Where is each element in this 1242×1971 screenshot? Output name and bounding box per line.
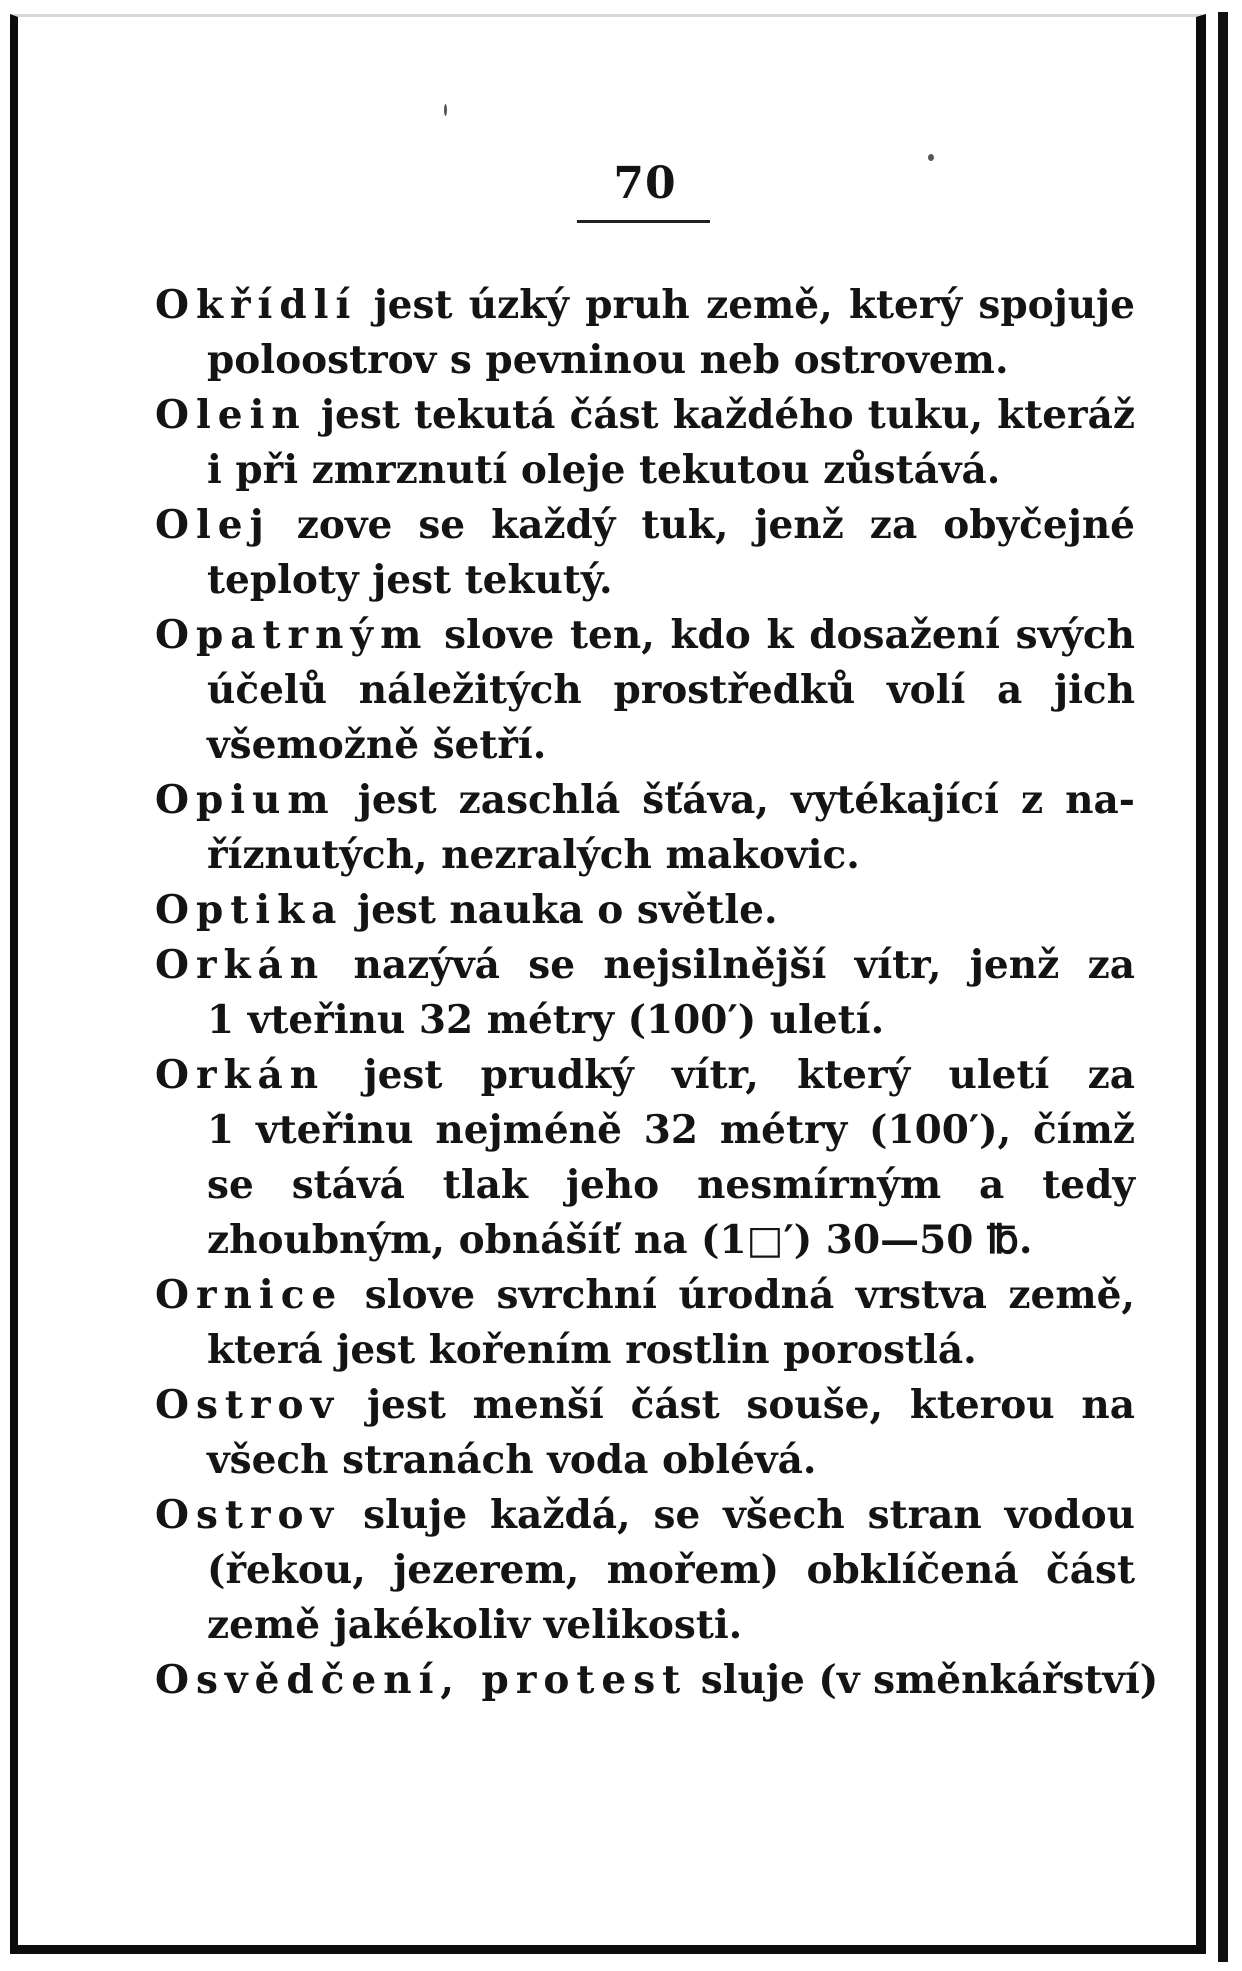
entry-line — [155, 1378, 1135, 1433]
entry-text: všech stranách voda oblévá. — [207, 1437, 817, 1483]
entry-line — [155, 1213, 1135, 1268]
entry-line — [155, 993, 1135, 1048]
entry-line — [155, 1103, 1135, 1158]
entry-text: jest nauka o světle. — [343, 887, 778, 933]
entry-text: říznutých, nezralých makovic. — [207, 832, 860, 878]
entry-text: jest prudký vítr, který uletí za — [325, 1052, 1135, 1098]
entry-line — [155, 498, 1135, 553]
entry-line — [155, 663, 1135, 718]
entry-text: (řekou, jezerem, mořem) obklíčená část — [207, 1547, 1135, 1593]
entry-line — [155, 1048, 1135, 1103]
entry-term: Orkán — [155, 1052, 326, 1098]
entry-text: 1 vteřinu nejméně 32 métry (100′), čímž — [207, 1107, 1135, 1153]
entry-text: všemožně šetří. — [207, 722, 547, 768]
entry-text: i při zmrznutí oleje tekutou zůstává. — [207, 447, 1001, 493]
entry-term: Opatrným — [155, 612, 429, 658]
entry-text: účelů náležitých prostředků volí a jich — [207, 667, 1135, 713]
entry-term: Orkán — [155, 942, 326, 988]
entry-line — [155, 1433, 1135, 1488]
entry-text: slove svrchní úrodná vrstva země, — [343, 1272, 1135, 1318]
entry-line — [155, 1598, 1135, 1653]
print-speck — [444, 104, 447, 116]
page-edge — [1218, 12, 1228, 1962]
entry-text: zhoubným, obnášíť na (1□′) 30—50 ℔. — [207, 1217, 1033, 1263]
entry-line — [155, 883, 1135, 938]
entry-term: Ostrov — [155, 1382, 341, 1428]
entry-text: 1 vteřinu 32 métry (100′) uletí. — [207, 997, 885, 1043]
entry-text: zove se každý tuk, jenž za obyčejné — [270, 502, 1135, 548]
entry-text: nazývá se nejsilnější vítr, jenž za — [325, 942, 1135, 988]
dictionary-entries — [155, 278, 1159, 1708]
entry-text: která jest kořením rostlin porostlá. — [207, 1327, 977, 1373]
entry-line — [155, 553, 1135, 608]
entry-text: jest menší část souše, kterou na — [340, 1382, 1135, 1428]
entry-text: slove ten, kdo k dosažení svých — [428, 612, 1135, 658]
entry-text: teploty jest tekutý. — [207, 557, 613, 603]
entry-line — [155, 718, 1135, 773]
entry-line — [155, 1543, 1135, 1598]
entry-text: země jakékoliv velikosti. — [207, 1602, 743, 1648]
entry-text: se stává tlak jeho nesmírným a tedy — [207, 1162, 1135, 1208]
entry-line — [155, 773, 1135, 828]
entry-text: jest úzký pruh země, který spojuje — [357, 282, 1135, 328]
entry-term: Osvědčení, protest — [155, 1657, 688, 1703]
entry-term: Olej — [155, 502, 271, 548]
entry-line — [155, 333, 1135, 388]
entry-line — [155, 828, 1135, 883]
entry-line — [155, 608, 1135, 663]
page-number-rule — [577, 220, 710, 223]
entry-term: Ostrov — [155, 1492, 341, 1538]
page-number: 70 — [613, 158, 677, 209]
entry-text: jest zaschlá šťáva, vytékající z na- — [335, 777, 1135, 823]
entry-text: sluje (v směnkářství) — [687, 1657, 1159, 1703]
entry-line — [155, 1323, 1135, 1378]
entry-line — [155, 938, 1135, 993]
entry-line — [155, 1488, 1135, 1543]
entry-text: jest tekutá část každého tuku, kteráž — [306, 392, 1135, 438]
entry-term: Opium — [155, 777, 336, 823]
print-speck — [928, 154, 934, 161]
entry-term: Optika — [155, 887, 344, 933]
entry-line — [155, 278, 1135, 333]
entry-line — [155, 443, 1135, 498]
entry-text: poloostrov s pevninou neb ostrovem. — [207, 337, 1009, 383]
entry-line — [155, 1158, 1135, 1213]
entry-line — [155, 1268, 1135, 1323]
entry-line — [155, 1653, 1159, 1708]
entry-term: Olein — [155, 392, 307, 438]
entry-line — [155, 388, 1135, 443]
entry-term: Ornice — [155, 1272, 344, 1318]
entry-text: sluje každá, se všech stran vodou — [340, 1492, 1135, 1538]
entry-term: Okřídlí — [155, 282, 358, 328]
